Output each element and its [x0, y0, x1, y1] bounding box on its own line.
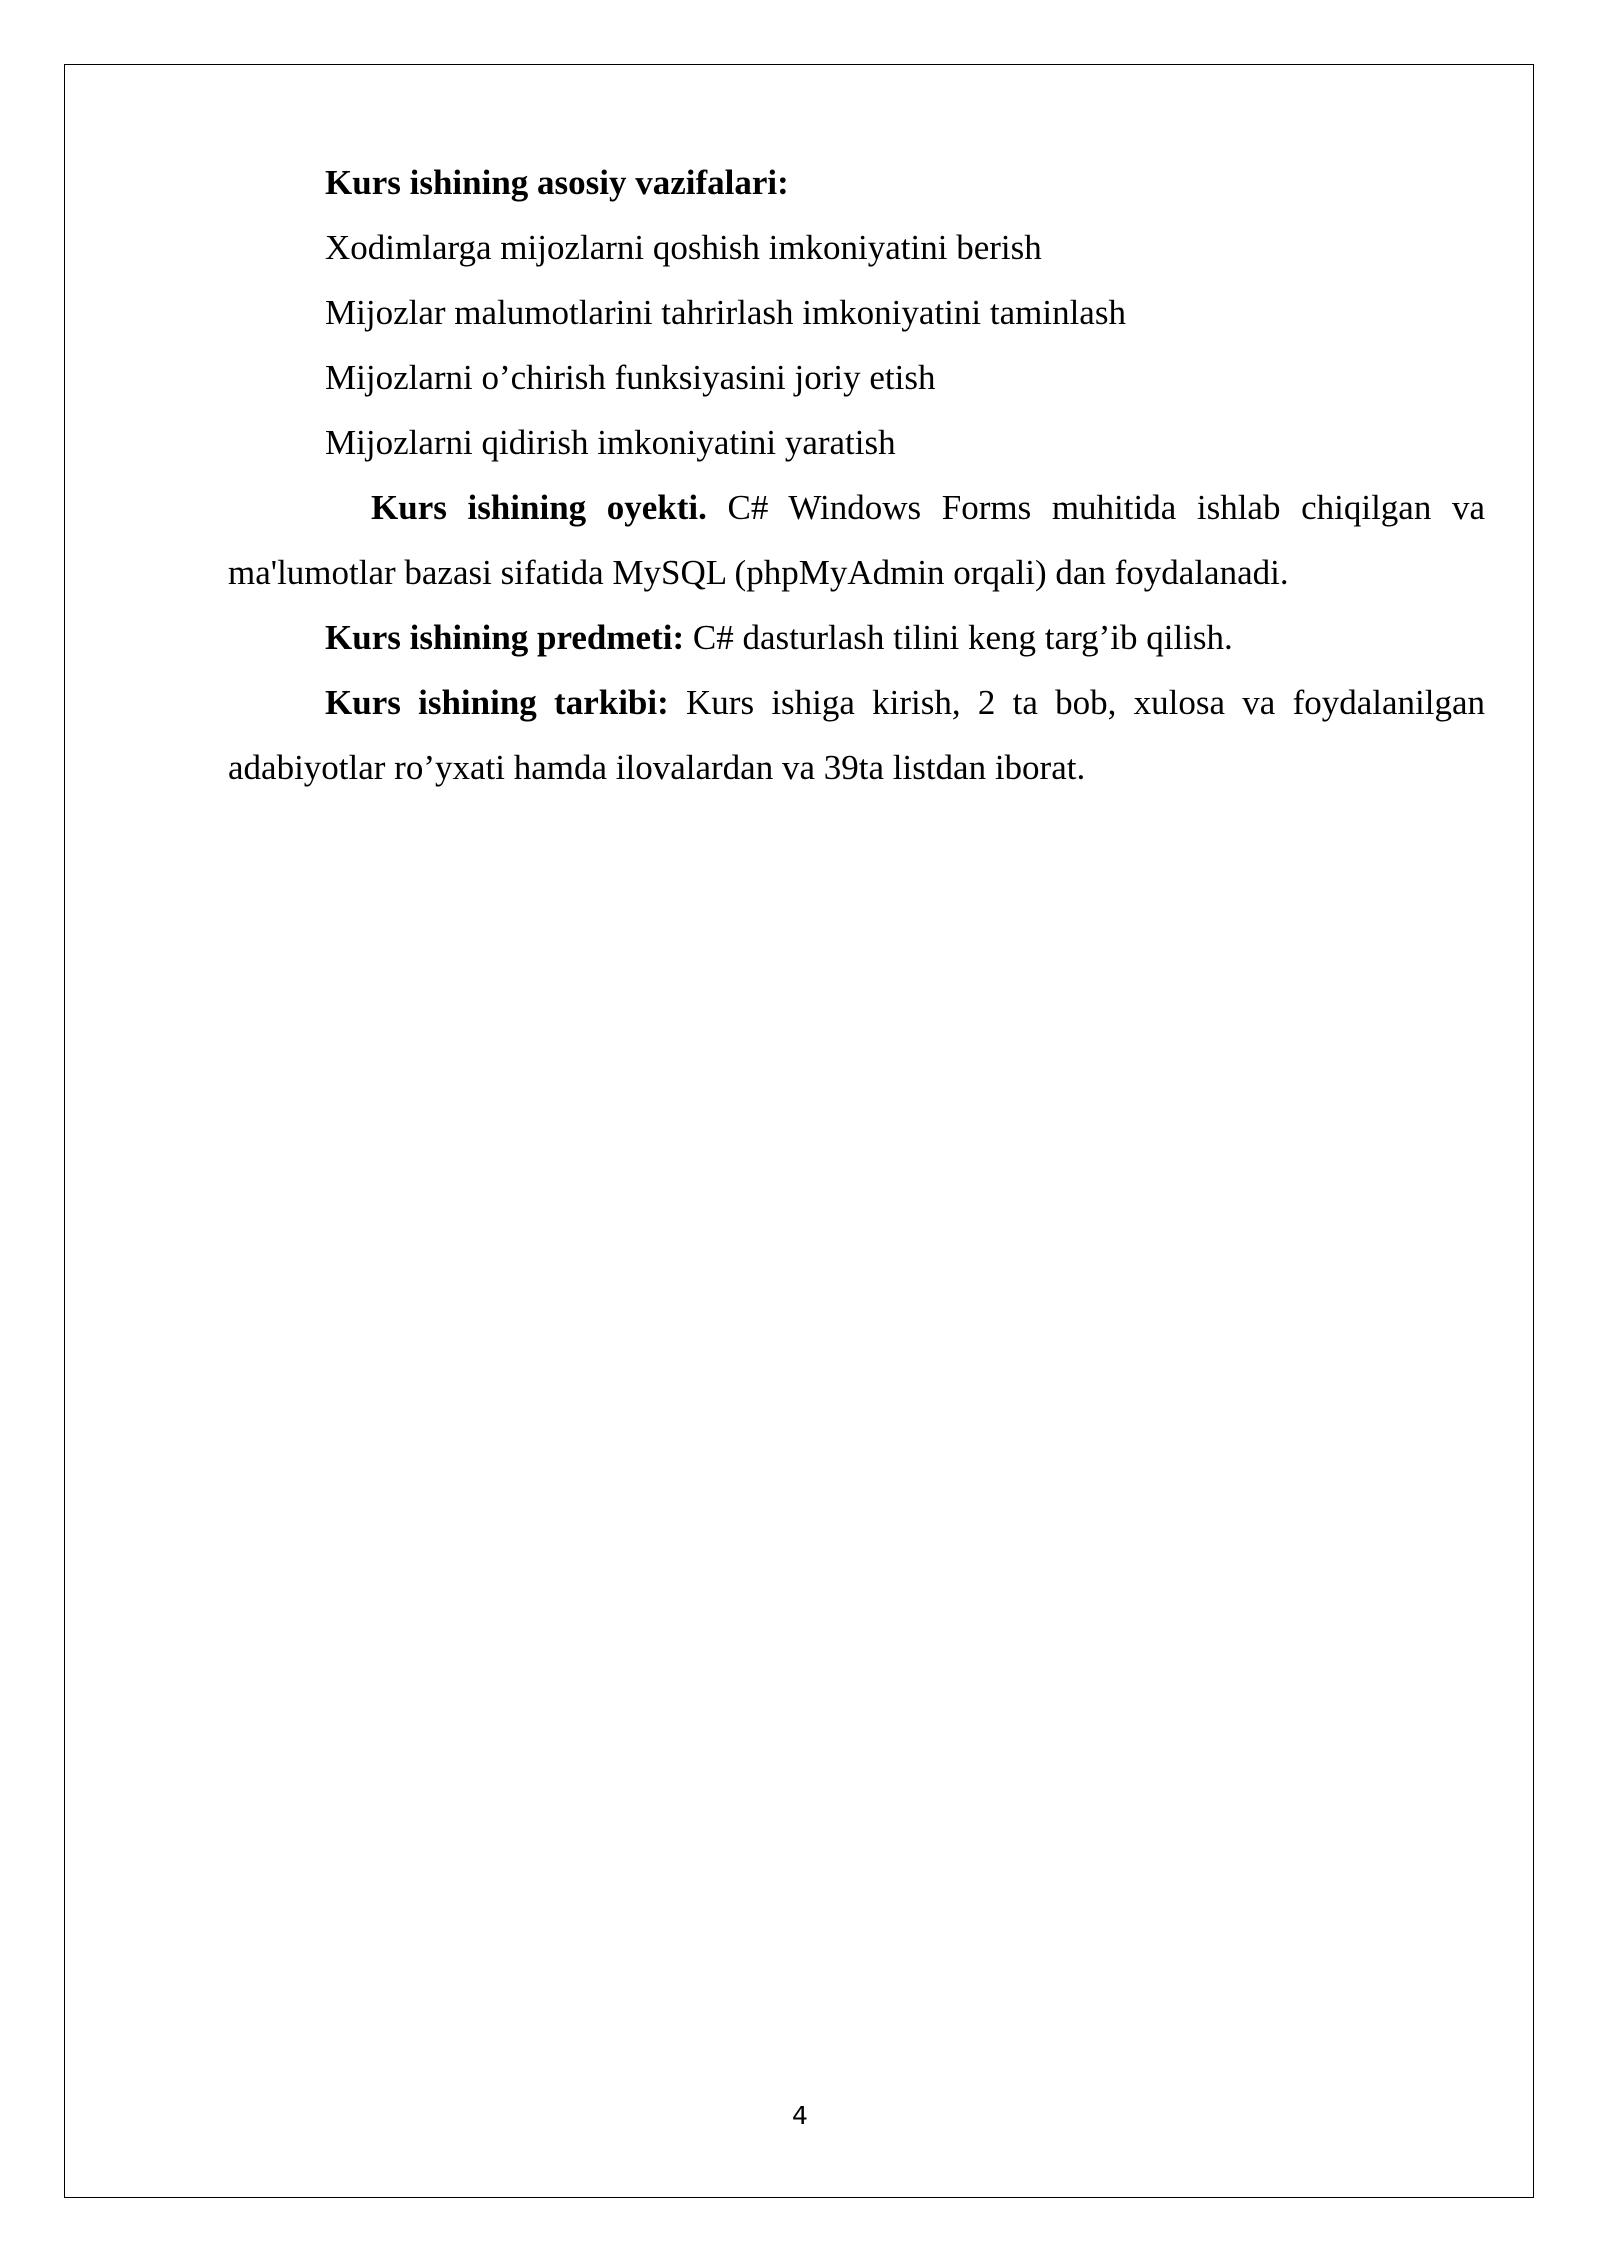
page-number: 4	[792, 2101, 808, 2130]
object-label: Kurs ishining oyekti.	[371, 488, 707, 527]
task-item: Mijozlar malumotlarini tahrirlash imkoniyatini taminlash	[325, 293, 1126, 332]
section-heading: Kurs ishining asosiy vazifalari:	[325, 163, 789, 202]
subject-text: C# dasturlash tilini keng targ’ib qilish.	[684, 618, 1233, 657]
structure-text: Kurs ishiga kirish, 2 ta bob, xulosa va foydalanilgan adabiyotlar ro’yxati hamda ilovalardan va 39ta listdan iborat.	[228, 683, 1485, 787]
task-item: Xodimlarga mijozlarni qoshish imkoniyatini berish	[325, 228, 1042, 267]
structure-paragraph	[228, 670, 1485, 800]
document-body	[228, 150, 1485, 800]
object-paragraph	[228, 475, 1485, 605]
structure-label: Kurs ishining tarkibi:	[325, 683, 669, 722]
subject-label: Kurs ishining predmeti:	[325, 618, 685, 657]
task-item: Mijozlarni qidirish imkoniyatini yaratish	[325, 423, 896, 462]
subject-paragraph	[228, 605, 1485, 670]
task-item: Mijozlarni o’chirish funksiyasini joriy etish	[325, 358, 936, 397]
object-text: C# Windows Forms muhitida ishlab chiqilgan va ma'lumotlar bazasi sifatida MySQL (phpMyAdmin orqali) dan foydalanadi.	[228, 488, 1485, 592]
